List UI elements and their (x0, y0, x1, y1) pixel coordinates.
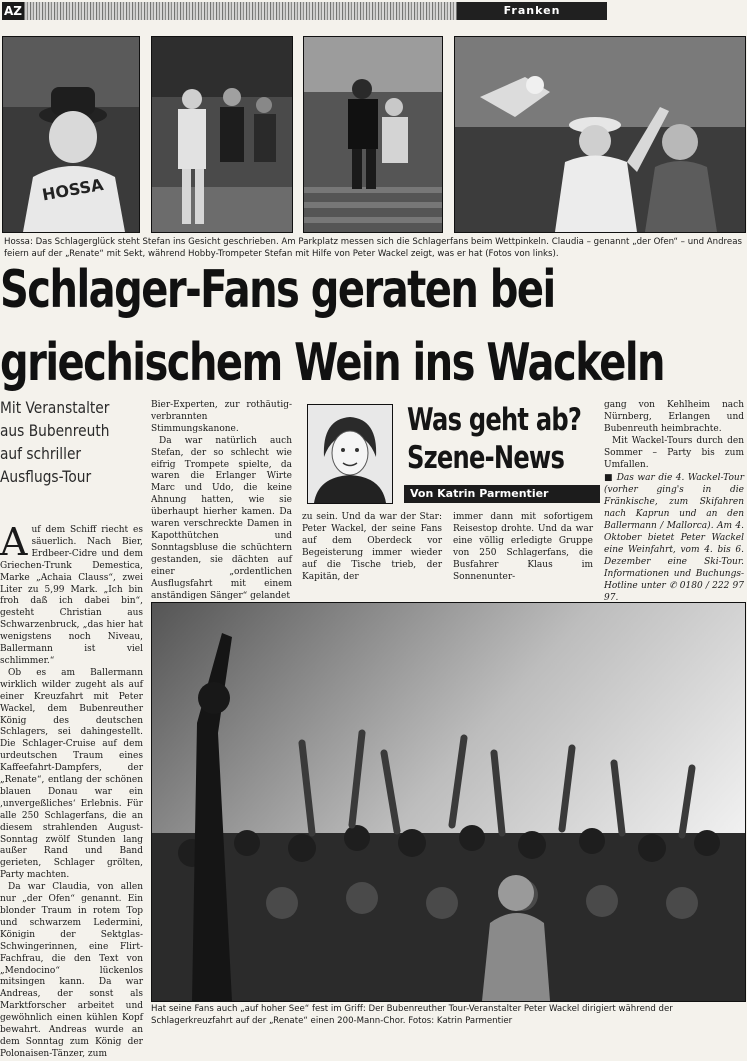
section-label: Franken (457, 2, 607, 20)
body-paragraph: Da war natürlich auch Stefan, der so schlecht wie eifrig Trompete spielte, da waren die Erlanger Wirte Marc und Udo, die keine Ahnung hatten, wie sie überhaupt hierher kamen. Da waren verschreckte Damen in Kapotthütchen und Sonntagsbluse die schüchtern gestanden, sie dächten auf einer „ordentlichen Ausflugsfahrt mit einem anständigen Sänger“ gelandet (151, 435, 292, 601)
photo-stairs (303, 36, 443, 233)
body-column-1 (0, 520, 143, 1061)
masthead (0, 0, 747, 26)
headline-line-1: Schlager-Fans geraten bei (0, 260, 555, 320)
photo-trumpet-celebration (454, 36, 746, 233)
photo-parking-lot (151, 36, 293, 233)
body-column-3 (302, 512, 442, 583)
deck-line: Mit Veranstalter (0, 398, 110, 417)
body-paragraph: Auf dem Schiff riecht es säuerlich. Nach Bier, Erdbeer-Cidre und dem Griechen-Trunk Demestica, Marke „Achaia Clauss“, zwei Liter zu 5,99 Mark. „Ich bin froh daß ich dabei bin“, gesteht Christian aus Schwarzenbruck, „das hier hat wenigstens noch Niveau, Ballermann ist viel schlimmer.“ (0, 520, 143, 666)
deck-line: aus Bubenreuth (0, 421, 110, 440)
body-paragraph: gang von Kehlheim nach Nürnberg, Erlangen und Bubenreuth heimbrachte. (604, 400, 744, 434)
body-paragraph: zu sein. Und da war der Star: Peter Wackel, der seine Fans auf dem Oberdeck vor Begeisterung immer wieder auf die Tische trieb, der Kapitän, der (302, 512, 442, 582)
drop-cap: A (0, 520, 28, 564)
body-column-2 (151, 400, 292, 602)
deck-line: Ausflugs-Tour (0, 467, 92, 486)
masthead-texture-band (24, 2, 457, 20)
body-paragraph: immer dann mit sofortigem Reisestop drohte. Und da war eine völlig erledigte Gruppe von 250 Schlagerfans, die Busfahrer Klaus im Sonnenunter- (453, 512, 593, 582)
box-title-line-1: Was geht ab? (407, 402, 582, 438)
info-box-text: ■ Das war die 4. Wackel-Tour (vorher ging's in die Fränkische, zum Skifahren nach Kaprun und an den Ballermann / Mallorca). Am 4. Oktober bietet Peter Wackel eine Weinfahrt, vom 4. bis 6. Dezember eine Ski-Tour. Informationen und Buchungs-Hotline unter ✆ 0180 / 222 97 97. (604, 473, 744, 603)
body-paragraph: Mit Wackel-Tours durch den Sommer – Party bis zum Umfallen. (604, 435, 744, 470)
body-paragraph: Bier-Experten, zur rothäutig-verbrannten Stimmungskanone. (151, 400, 292, 434)
body-paragraph: Da war Claudia, von allen nur „der Ofen“ genannt. Ein blonder Traum in rotem Top und schwarzem Ledermini, Königin der Sektglas-Schwingerinnen, eine Flirt-Fachfrau, die den Text von „Mendocino“ lückenlos mitsingen kann. Da war Andreas, der sonst als Marktforscher arbeitet und gewöhnlich einen kühlen Kopf bewahrt. Andreas wurde an dem Sonntag zum König der Polonaisen-Tänzer, zum (0, 882, 143, 1059)
newspaper-logo: AZ (4, 4, 22, 18)
photo-caption-top: Hossa: Das Schlagerglück steht Stefan ins Gesicht geschrieben. Am Parkplatz messen sich die Schlagerfans beim Wettpinkeln. Claudia – genannt „der Ofen“ – und Andreas feiern auf der „Renate“ mit Sekt, während Hobby-Trompeter Stefan mit Hilfe von Peter Wackel zeigt, was er hat (Fotos von links). (4, 237, 742, 259)
article-deck (0, 396, 148, 488)
body-column-4 (453, 512, 593, 583)
photo-crowd-on-ship (151, 602, 746, 1002)
body-paragraph: Ob es am Ballermann wirklich wilder zugeht als auf einer Kreuzfahrt mit Peter Wackel, dem Bubenreuther König des deutschen Schlagers, sei dahingestellt. Die Schlager-Cruise auf dem urdeutschen Traum eines Kaffeefahrt-Dampfers, der „Renate“, entlang der schönen blauen Donau war ein ‚unvergeßliches‘ Erlebnis. Für alle 250 Schlagerfans, die an diesem strahlenden August-Sonntag zwölf Stunden lang außer Rand und Band gerieten, Schlager grölten, Party machten. (0, 667, 143, 881)
photo-caption-bottom: Hat seine Fans auch „auf hoher See“ fest im Griff: Der Bubenreuther Tour-Veranstalter Peter Wackel dirigiert während der Schlagerkreuzfahrt auf der „Renate“ einen 200-Mann-Chor. Fotos: Katrin Parmentier (151, 1004, 673, 1026)
photo-hossa-shirt (2, 36, 140, 233)
author-byline: Von Katrin Parmentier (404, 485, 600, 503)
deck-line: auf schriller (0, 444, 82, 463)
author-portrait (307, 404, 393, 504)
body-column-5 (604, 400, 744, 604)
svg-text:HOSSA: HOSSA (40, 174, 105, 205)
headline-line-2: griechischem Wein ins Wackeln (0, 333, 664, 393)
box-title-line-2: Szene-News (407, 440, 565, 476)
